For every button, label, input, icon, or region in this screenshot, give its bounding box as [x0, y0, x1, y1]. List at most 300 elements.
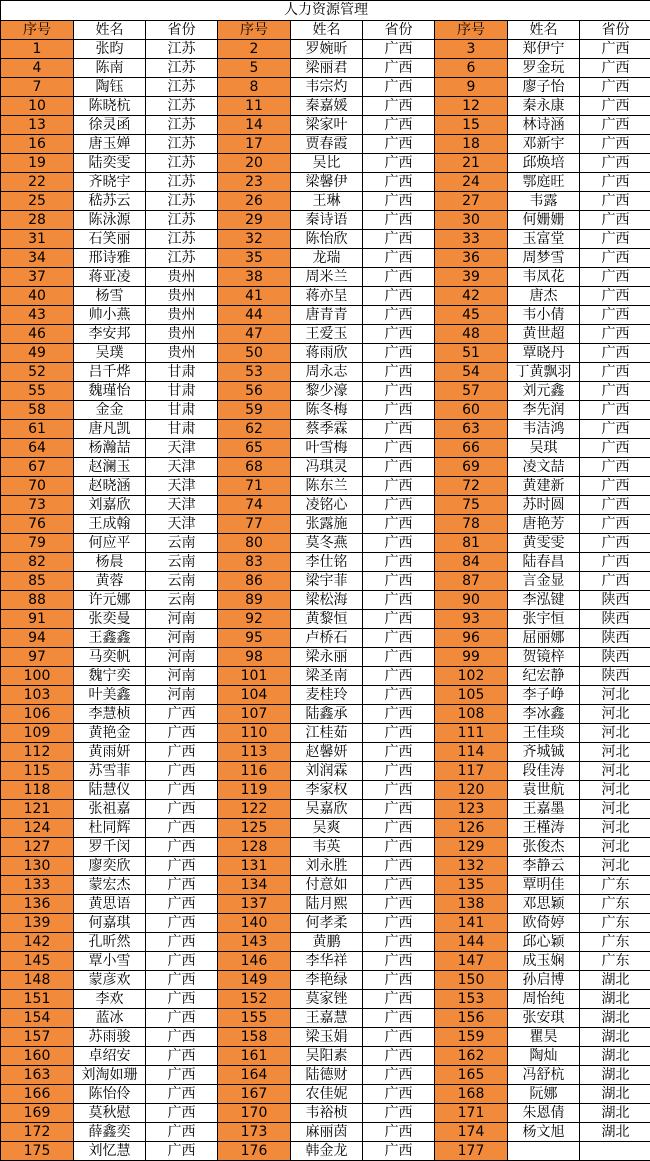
cell-province[interactable]: 广西	[363, 515, 435, 534]
cell-id[interactable]: 134	[218, 876, 291, 895]
cell-id[interactable]: 138	[435, 895, 508, 914]
cell-name[interactable]: 丁黄飘羽	[508, 363, 580, 382]
cell-name[interactable]: 蒙宏杰	[74, 876, 146, 895]
cell-province[interactable]: 河北	[580, 705, 650, 724]
cell-id[interactable]: 141	[435, 914, 508, 933]
cell-province[interactable]: 甘肃	[146, 382, 218, 401]
cell-province[interactable]: 广西	[363, 477, 435, 496]
cell-province[interactable]: 广西	[146, 705, 218, 724]
cell-id[interactable]: 87	[435, 572, 508, 591]
cell-province[interactable]: 广西	[580, 363, 650, 382]
cell-name[interactable]: 石笑丽	[74, 230, 146, 249]
cell-id[interactable]: 136	[1, 895, 74, 914]
cell-name[interactable]: 罗千闵	[74, 838, 146, 857]
cell-name[interactable]: 张露施	[291, 515, 363, 534]
cell-id[interactable]: 20	[218, 154, 291, 173]
cell-province[interactable]: 广西	[146, 1066, 218, 1085]
cell-name[interactable]: 齐城铖	[508, 743, 580, 762]
cell-province[interactable]: 江苏	[146, 192, 218, 211]
cell-name[interactable]: 梁圣南	[291, 667, 363, 686]
cell-id[interactable]: 27	[435, 192, 508, 211]
cell-name[interactable]: 韦小倩	[508, 306, 580, 325]
cell-province[interactable]: 广西	[363, 591, 435, 610]
cell-id[interactable]: 21	[435, 154, 508, 173]
cell-name[interactable]: 王嘉慧	[291, 1009, 363, 1028]
cell-id[interactable]: 65	[218, 439, 291, 458]
cell-province[interactable]: 江苏	[146, 249, 218, 268]
cell-name[interactable]: 吴琪	[508, 439, 580, 458]
cell-province[interactable]: 广东	[580, 914, 650, 933]
cell-id[interactable]: 172	[1, 1123, 74, 1142]
cell-name[interactable]: 梁家叶	[291, 116, 363, 135]
cell-province[interactable]: 广西	[580, 553, 650, 572]
cell-id[interactable]: 56	[218, 382, 291, 401]
cell-id[interactable]: 46	[1, 325, 74, 344]
cell-province[interactable]: 广西	[363, 914, 435, 933]
cell-province[interactable]: 广西	[363, 952, 435, 971]
cell-id[interactable]: 157	[1, 1028, 74, 1047]
cell-province[interactable]: 陕西	[580, 667, 650, 686]
cell-name[interactable]: 朱恩倩	[508, 1104, 580, 1123]
header-cell-id[interactable]: 序号	[1, 21, 74, 40]
cell-name[interactable]: 成玉娴	[508, 952, 580, 971]
cell-id[interactable]: 8	[218, 78, 291, 97]
cell-province[interactable]: 广西	[363, 78, 435, 97]
cell-province[interactable]: 广西	[363, 1066, 435, 1085]
cell-province[interactable]: 广西	[363, 1047, 435, 1066]
cell-id[interactable]: 29	[218, 211, 291, 230]
cell-name[interactable]: 刘嘉欣	[74, 496, 146, 515]
cell-name[interactable]: 罗金玩	[508, 59, 580, 78]
cell-name[interactable]: 周梦雪	[508, 249, 580, 268]
cell-id[interactable]: 105	[435, 686, 508, 705]
cell-name[interactable]: 王鑫鑫	[74, 629, 146, 648]
cell-name[interactable]: 张祖嘉	[74, 800, 146, 819]
header-cell-id[interactable]: 序号	[218, 21, 291, 40]
cell-id[interactable]: 147	[435, 952, 508, 971]
cell-province[interactable]: 江苏	[146, 173, 218, 192]
cell-id[interactable]: 126	[435, 819, 508, 838]
cell-name[interactable]: 吴阳素	[291, 1047, 363, 1066]
cell-id[interactable]: 76	[1, 515, 74, 534]
cell-province[interactable]: 广东	[580, 952, 650, 971]
cell-name[interactable]: 唐凡凯	[74, 420, 146, 439]
cell-name[interactable]: 冯琪灵	[291, 458, 363, 477]
cell-name[interactable]: 周米兰	[291, 268, 363, 287]
cell-province[interactable]: 广西	[146, 971, 218, 990]
cell-province[interactable]: 广西	[580, 116, 650, 135]
cell-id[interactable]: 161	[218, 1047, 291, 1066]
cell-id[interactable]: 92	[218, 610, 291, 629]
cell-name[interactable]: 贾春霞	[291, 135, 363, 154]
cell-name[interactable]: 齐晓宇	[74, 173, 146, 192]
header-cell-id[interactable]: 序号	[435, 21, 508, 40]
cell-province[interactable]: 广西	[363, 1123, 435, 1142]
cell-id[interactable]: 139	[1, 914, 74, 933]
cell-name[interactable]: 李子峥	[508, 686, 580, 705]
cell-id[interactable]: 160	[1, 1047, 74, 1066]
cell-province[interactable]: 广西	[580, 78, 650, 97]
cell-name[interactable]: 阮娜	[508, 1085, 580, 1104]
cell-name[interactable]: 黄世超	[508, 325, 580, 344]
cell-name[interactable]: 欧倚婷	[508, 914, 580, 933]
cell-province[interactable]: 云南	[146, 591, 218, 610]
cell-province[interactable]: 广西	[146, 838, 218, 857]
cell-province[interactable]: 广西	[363, 363, 435, 382]
cell-id[interactable]: 149	[218, 971, 291, 990]
cell-name[interactable]: 莫家锉	[291, 990, 363, 1009]
cell-province[interactable]: 广西	[580, 496, 650, 515]
cell-id[interactable]: 53	[218, 363, 291, 382]
header-cell-name[interactable]: 姓名	[291, 21, 363, 40]
cell-name[interactable]: 叶美鑫	[74, 686, 146, 705]
cell-id[interactable]: 74	[218, 496, 291, 515]
cell-province[interactable]: 广西	[363, 458, 435, 477]
cell-id[interactable]: 12	[435, 97, 508, 116]
cell-province[interactable]: 广西	[363, 439, 435, 458]
cell-id[interactable]: 55	[1, 382, 74, 401]
cell-id[interactable]: 15	[435, 116, 508, 135]
cell-province[interactable]: 广西	[363, 230, 435, 249]
cell-province[interactable]: 广西	[363, 534, 435, 553]
cell-name[interactable]: 梁玉娟	[291, 1028, 363, 1047]
cell-province[interactable]: 湖北	[580, 1066, 650, 1085]
cell-province[interactable]: 广西	[363, 40, 435, 59]
header-cell-name[interactable]: 姓名	[74, 21, 146, 40]
cell-name[interactable]: 何应平	[74, 534, 146, 553]
cell-name[interactable]: 卢桥石	[291, 629, 363, 648]
cell-name[interactable]: 李家权	[291, 781, 363, 800]
cell-name[interactable]: 蒙彦欢	[74, 971, 146, 990]
cell-province[interactable]: 广西	[146, 819, 218, 838]
cell-province[interactable]: 陕西	[580, 610, 650, 629]
cell-name[interactable]: 嵇苏云	[74, 192, 146, 211]
cell-name[interactable]: 黄黎恒	[291, 610, 363, 629]
cell-name[interactable]: 唐艳芳	[508, 515, 580, 534]
cell-id[interactable]: 153	[435, 990, 508, 1009]
cell-name[interactable]: 陈南	[74, 59, 146, 78]
cell-id[interactable]: 94	[1, 629, 74, 648]
cell-id[interactable]: 41	[218, 287, 291, 306]
cell-province[interactable]: 广西	[363, 1104, 435, 1123]
cell-province[interactable]: 广西	[363, 629, 435, 648]
cell-name[interactable]: 陶灿	[508, 1047, 580, 1066]
cell-id[interactable]: 47	[218, 325, 291, 344]
cell-id[interactable]: 129	[435, 838, 508, 857]
cell-name[interactable]: 李慧桢	[74, 705, 146, 724]
cell-province[interactable]: 广西	[363, 762, 435, 781]
cell-province[interactable]: 广西	[363, 401, 435, 420]
cell-id[interactable]: 127	[1, 838, 74, 857]
cell-name[interactable]: 王成翰	[74, 515, 146, 534]
cell-province[interactable]: 云南	[146, 534, 218, 553]
cell-province[interactable]: 广西	[580, 344, 650, 363]
cell-name[interactable]: 梁永丽	[291, 648, 363, 667]
cell-name[interactable]: 张昀	[74, 40, 146, 59]
cell-id[interactable]: 17	[218, 135, 291, 154]
cell-province[interactable]: 广西	[146, 743, 218, 762]
cell-id[interactable]: 37	[1, 268, 74, 287]
cell-id[interactable]: 98	[218, 648, 291, 667]
cell-name[interactable]: 赵晓涵	[74, 477, 146, 496]
cell-name[interactable]: 黄雯雯	[508, 534, 580, 553]
cell-province[interactable]: 陕西	[580, 629, 650, 648]
cell-province[interactable]: 广西	[363, 610, 435, 629]
cell-name[interactable]: 陆慧仪	[74, 781, 146, 800]
cell-id[interactable]: 119	[218, 781, 291, 800]
cell-name[interactable]: 段佳涛	[508, 762, 580, 781]
cell-name[interactable]: 李艳绿	[291, 971, 363, 990]
cell-id[interactable]: 83	[218, 553, 291, 572]
cell-name[interactable]: 蒋雨欣	[291, 344, 363, 363]
cell-id[interactable]: 140	[218, 914, 291, 933]
cell-province[interactable]: 广西	[363, 705, 435, 724]
cell-province[interactable]: 广西	[363, 838, 435, 857]
cell-name[interactable]: 梁松海	[291, 591, 363, 610]
cell-name[interactable]: 唐玉婵	[74, 135, 146, 154]
cell-id[interactable]: 163	[1, 1066, 74, 1085]
cell-name[interactable]: 梁宇菲	[291, 572, 363, 591]
cell-id[interactable]: 144	[435, 933, 508, 952]
cell-province[interactable]: 广西	[363, 154, 435, 173]
cell-name[interactable]: 言金显	[508, 572, 580, 591]
cell-id[interactable]: 169	[1, 1104, 74, 1123]
cell-province[interactable]: 广东	[580, 876, 650, 895]
cell-id[interactable]: 42	[435, 287, 508, 306]
header-cell-name[interactable]: 姓名	[508, 21, 580, 40]
cell-name[interactable]: 刘淘如珊	[74, 1066, 146, 1085]
cell-id[interactable]: 36	[435, 249, 508, 268]
cell-name[interactable]: 邓新宇	[508, 135, 580, 154]
cell-name[interactable]: 邱心颖	[508, 933, 580, 952]
cell-province[interactable]: 广西	[146, 1123, 218, 1142]
cell-province[interactable]: 广西	[363, 325, 435, 344]
cell-name[interactable]: 徐灵函	[74, 116, 146, 135]
cell-id[interactable]: 150	[435, 971, 508, 990]
cell-province[interactable]: 江苏	[146, 97, 218, 116]
cell-id[interactable]: 48	[435, 325, 508, 344]
cell-id[interactable]: 168	[435, 1085, 508, 1104]
cell-name[interactable]: 陶钰	[74, 78, 146, 97]
cell-province[interactable]: 广西	[363, 800, 435, 819]
cell-province[interactable]: 湖北	[580, 1085, 650, 1104]
cell-province[interactable]: 广西	[363, 1085, 435, 1104]
cell-name[interactable]: 韦露	[508, 192, 580, 211]
cell-province[interactable]: 广西	[146, 1104, 218, 1123]
cell-id[interactable]: 95	[218, 629, 291, 648]
cell-province[interactable]: 广西	[146, 762, 218, 781]
cell-name[interactable]: 陈怡欣	[291, 230, 363, 249]
cell-province[interactable]: 广西	[146, 1047, 218, 1066]
cell-name[interactable]: 秦永康	[508, 97, 580, 116]
cell-name[interactable]: 周永志	[291, 363, 363, 382]
cell-name[interactable]: 卓绍安	[74, 1047, 146, 1066]
cell-id[interactable]: 73	[1, 496, 74, 515]
cell-province[interactable]	[580, 1142, 650, 1161]
cell-name[interactable]: 陆月熙	[291, 895, 363, 914]
cell-name[interactable]: 邱焕培	[508, 154, 580, 173]
cell-province[interactable]: 河北	[580, 743, 650, 762]
cell-id[interactable]: 117	[435, 762, 508, 781]
cell-name[interactable]: 莫冬燕	[291, 534, 363, 553]
cell-name[interactable]: 许元娜	[74, 591, 146, 610]
cell-id[interactable]: 35	[218, 249, 291, 268]
cell-name[interactable]: 黄蓉	[74, 572, 146, 591]
cell-province[interactable]: 河北	[580, 762, 650, 781]
cell-province[interactable]: 广西	[146, 1009, 218, 1028]
cell-province[interactable]: 河北	[580, 724, 650, 743]
cell-id[interactable]: 30	[435, 211, 508, 230]
cell-province[interactable]: 广西	[363, 971, 435, 990]
cell-name[interactable]: 张宇恒	[508, 610, 580, 629]
cell-name[interactable]: 屈丽娜	[508, 629, 580, 648]
cell-name[interactable]: 杨瀚喆	[74, 439, 146, 458]
cell-province[interactable]: 广西	[580, 306, 650, 325]
cell-province[interactable]: 河南	[146, 629, 218, 648]
header-cell-province[interactable]: 省份	[580, 21, 650, 40]
cell-id[interactable]: 10	[1, 97, 74, 116]
header-cell-province[interactable]: 省份	[146, 21, 218, 40]
cell-id[interactable]: 81	[435, 534, 508, 553]
cell-id[interactable]: 85	[1, 572, 74, 591]
cell-name[interactable]: 陆德财	[291, 1066, 363, 1085]
cell-province[interactable]: 江苏	[146, 78, 218, 97]
cell-name[interactable]: 黄建新	[508, 477, 580, 496]
cell-name[interactable]: 王琳	[291, 192, 363, 211]
cell-name[interactable]: 付意如	[291, 876, 363, 895]
header-cell-province[interactable]: 省份	[363, 21, 435, 40]
cell-province[interactable]: 广西	[580, 211, 650, 230]
cell-province[interactable]: 广西	[363, 686, 435, 705]
cell-id[interactable]: 54	[435, 363, 508, 382]
cell-id[interactable]: 80	[218, 534, 291, 553]
cell-name[interactable]: 孔昕然	[74, 933, 146, 952]
cell-province[interactable]: 广西	[580, 401, 650, 420]
cell-province[interactable]: 广西	[580, 249, 650, 268]
cell-province[interactable]: 广西	[363, 97, 435, 116]
cell-id[interactable]: 159	[435, 1028, 508, 1047]
cell-name[interactable]: 罗婉昕	[291, 40, 363, 59]
cell-id[interactable]: 103	[1, 686, 74, 705]
cell-id[interactable]: 62	[218, 420, 291, 439]
cell-id[interactable]: 164	[218, 1066, 291, 1085]
cell-name[interactable]: 杜同辉	[74, 819, 146, 838]
cell-province[interactable]: 贵州	[146, 268, 218, 287]
cell-province[interactable]: 广西	[363, 496, 435, 515]
cell-name[interactable]: 王嘉墨	[508, 800, 580, 819]
cell-name[interactable]: 王槿涛	[508, 819, 580, 838]
cell-id[interactable]: 26	[218, 192, 291, 211]
cell-province[interactable]: 湖北	[580, 1047, 650, 1066]
cell-province[interactable]: 江苏	[146, 230, 218, 249]
cell-id[interactable]: 99	[435, 648, 508, 667]
cell-province[interactable]: 广西	[363, 268, 435, 287]
cell-name[interactable]: 廖奕欣	[74, 857, 146, 876]
cell-province[interactable]: 云南	[146, 553, 218, 572]
cell-id[interactable]: 175	[1, 1142, 74, 1161]
cell-id[interactable]: 148	[1, 971, 74, 990]
cell-id[interactable]: 131	[218, 857, 291, 876]
cell-name[interactable]: 王佳琰	[508, 724, 580, 743]
cell-province[interactable]: 广西	[146, 933, 218, 952]
cell-name[interactable]: 邓思颖	[508, 895, 580, 914]
cell-id[interactable]: 5	[218, 59, 291, 78]
cell-province[interactable]: 甘肃	[146, 363, 218, 382]
cell-name[interactable]: 韦裕桢	[291, 1104, 363, 1123]
cell-id[interactable]: 177	[435, 1142, 508, 1161]
cell-province[interactable]: 广西	[363, 306, 435, 325]
cell-id[interactable]: 38	[218, 268, 291, 287]
cell-id[interactable]: 151	[1, 990, 74, 1009]
cell-name[interactable]: 黄艳金	[74, 724, 146, 743]
cell-province[interactable]: 天津	[146, 458, 218, 477]
cell-province[interactable]: 广西	[363, 648, 435, 667]
cell-province[interactable]: 广西	[580, 382, 650, 401]
cell-id[interactable]: 118	[1, 781, 74, 800]
cell-id[interactable]: 104	[218, 686, 291, 705]
cell-id[interactable]: 70	[1, 477, 74, 496]
cell-id[interactable]: 108	[435, 705, 508, 724]
cell-id[interactable]: 68	[218, 458, 291, 477]
cell-name[interactable]: 张奕曼	[74, 610, 146, 629]
cell-province[interactable]: 河南	[146, 686, 218, 705]
cell-id[interactable]: 75	[435, 496, 508, 515]
cell-province[interactable]: 广西	[580, 534, 650, 553]
cell-id[interactable]: 9	[435, 78, 508, 97]
cell-province[interactable]: 广西	[363, 382, 435, 401]
cell-name[interactable]: 刘忆慧	[74, 1142, 146, 1161]
cell-id[interactable]: 43	[1, 306, 74, 325]
cell-province[interactable]: 贵州	[146, 325, 218, 344]
cell-id[interactable]: 114	[435, 743, 508, 762]
cell-province[interactable]: 贵州	[146, 344, 218, 363]
cell-province[interactable]: 云南	[146, 572, 218, 591]
cell-province[interactable]: 河北	[580, 800, 650, 819]
cell-id[interactable]: 155	[218, 1009, 291, 1028]
cell-id[interactable]: 3	[435, 40, 508, 59]
cell-name[interactable]: 何嘉琪	[74, 914, 146, 933]
cell-name[interactable]: 李先润	[508, 401, 580, 420]
cell-name[interactable]: 吴璞	[74, 344, 146, 363]
cell-id[interactable]: 145	[1, 952, 74, 971]
cell-id[interactable]: 97	[1, 648, 74, 667]
cell-province[interactable]: 广东	[580, 933, 650, 952]
cell-name[interactable]: 蓝冰	[74, 1009, 146, 1028]
cell-name[interactable]: 蒋亚凌	[74, 268, 146, 287]
cell-name[interactable]: 黎少濠	[291, 382, 363, 401]
cell-name[interactable]: 魏宁奕	[74, 667, 146, 686]
cell-name[interactable]: 邢诗雅	[74, 249, 146, 268]
cell-id[interactable]: 167	[218, 1085, 291, 1104]
cell-name[interactable]: 陈怡伶	[74, 1085, 146, 1104]
cell-name[interactable]: 吴嘉欣	[291, 800, 363, 819]
cell-name[interactable]: 陈东兰	[291, 477, 363, 496]
cell-province[interactable]: 广西	[146, 914, 218, 933]
cell-province[interactable]: 广西	[146, 1028, 218, 1047]
cell-name[interactable]: 黄鹏	[291, 933, 363, 952]
cell-province[interactable]: 广西	[363, 344, 435, 363]
cell-name[interactable]: 金金	[74, 401, 146, 420]
cell-province[interactable]: 广西	[363, 553, 435, 572]
cell-name[interactable]: 陈晓杭	[74, 97, 146, 116]
cell-id[interactable]: 60	[435, 401, 508, 420]
cell-id[interactable]: 28	[1, 211, 74, 230]
cell-name[interactable]: 陆春昌	[508, 553, 580, 572]
cell-name[interactable]: 玉富堂	[508, 230, 580, 249]
cell-province[interactable]: 广西	[580, 192, 650, 211]
cell-province[interactable]: 河北	[580, 781, 650, 800]
cell-province[interactable]: 湖北	[580, 1123, 650, 1142]
